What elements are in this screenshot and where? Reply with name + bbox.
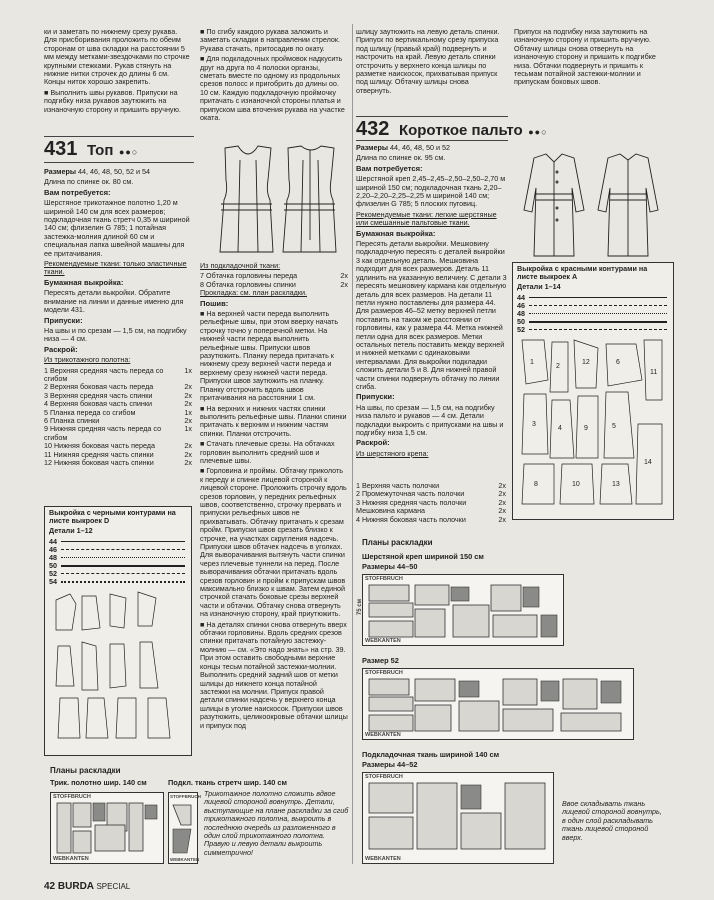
parts-list-item (44, 425, 192, 442)
materials-text: Шерстяной креп 2,45–2,45–2,50–2,50–2,70 м шириной 150 см; подкладочная ткань 2,20–2,20–2,20–2,25–2,25 м шириной 140 см; флизелин G 785; 5 плоских пуговиц. (356, 174, 506, 209)
size-line-style (61, 565, 185, 567)
layout-plan-wool-44-50 (362, 574, 564, 646)
size-legend-row (513, 310, 673, 318)
model-432-parts (356, 482, 506, 524)
size-legend-row (45, 562, 191, 570)
size-legend-row (45, 538, 191, 546)
model-number: 432 (356, 118, 390, 140)
size-line-style (529, 313, 667, 314)
size-legend-row (45, 546, 191, 554)
column-4-top (514, 28, 664, 89)
part-name: 1 Верхняя средняя часть переда со сгибом (44, 365, 164, 383)
paragraph: шлицу заутюжить на левую деталь спинки. Припуск по вертикальному срезу припуска под шлицу (правый край) подвернуть и настрочить на край. Левую деталь спинки отстрочить у верхнего конца шлицы по разметке наискосок, прихватывая припуск под шлицу. Обтачку шлицы снова отвернуть. (356, 27, 500, 95)
sewing-step: ■ На деталях спинки снова отвернуть вверх обтачки горловины. Вдоль средних срезов спинки притачать потайную застежку-молнию — см. «Это надо знать» на стр. 39. При этом оставить свободными верхние концы тесьм потайной застежки-молнии. Выполнить средний задний шов от метки шлицы до нижнего конца потайной застежки на молнии. Припуск правой детали спинки надсечь у верхнего конца шлицы в уголке наискосок. Припуски швов разутюжить, целикоокровые обтачки шлицы и припуск под (200, 619, 348, 730)
column-2-top (200, 28, 348, 124)
box-details: Детали 1–12 (49, 526, 93, 536)
svg-text:13: 13 (612, 480, 620, 488)
brand-name: BURDA (57, 881, 94, 892)
layout-plan-a-caption: Шерстяной креп шириной 150 см (362, 552, 484, 561)
size-label: 44 (49, 537, 57, 547)
sizes-label: Размеры (356, 143, 389, 152)
cut-subheading: Из трикотажного полотна: (44, 355, 131, 365)
section-heading: Припуски: (356, 392, 395, 402)
selvage-label: WEBKANTEN (53, 856, 89, 862)
width-dimension: 75 см (357, 598, 364, 616)
layout-plans-heading: Планы раскладки (50, 766, 121, 775)
part-quantity: 1x (184, 424, 192, 434)
allowance-text: На швы, по срезам — 1,5 см, на подгибку низа пальто и рукавов — 4 см. Детали подкладки выкроить с припусками на швы и подгибку низа 1,5 см. (356, 402, 504, 437)
part-quantity: 2x (498, 489, 506, 499)
svg-text:14: 14 (644, 458, 652, 466)
size-legend-row (513, 302, 673, 310)
lining-subheading: Из подкладочной ткани: (200, 261, 281, 270)
size-label: 50 (49, 561, 57, 571)
pattern-sheet-box-431 (44, 506, 192, 756)
paragraph: Припуск на подгибку низа заутюжить на изнаночную сторону и пришить вручную. Обтачку шлицы снова отвернуть на изнаночную сторону и пришить к подгибке низа. Обтачки подвернуть и пришить к тесьмам потайной застежки-молнии и припускам боковых швов. (514, 27, 656, 87)
size-line-style (61, 557, 185, 558)
difficulty-dots: ●●○ (528, 127, 548, 137)
model-431-title (44, 138, 138, 163)
sewing-step: ■ На верхних и нижних частях спинки выполнить рельефные швы. Планки спинки притачать к верхним и нижним частям спинки. Планки отстрочить. (200, 403, 347, 438)
section-heading: Раскрой: (356, 438, 390, 448)
paragraph: ■ По сгибу каждого рукава заложить и заметать складки в направлении стрелок. Рукава стачать, притосадив по окату. (200, 27, 341, 53)
pattern-text: Пересять детали выкройки. Обратите внимание на линии и данные именно для модели 431. (44, 288, 184, 315)
section-heading: Бумажная выкройка: (356, 228, 436, 238)
size-legend-row (513, 326, 673, 334)
part-quantity: 2x (498, 514, 506, 524)
divider (356, 140, 508, 141)
svg-text:8: 8 (534, 480, 538, 488)
top-flat-sketch (200, 140, 350, 258)
model-name: Топ (86, 142, 114, 159)
section-heading: Вам потребуется: (44, 187, 111, 197)
length-text: Длина по спинке ок. 80 см. (44, 177, 134, 187)
size-line-style (529, 329, 667, 330)
layout-pieces (363, 773, 553, 863)
model-432-specs (356, 144, 508, 460)
layout-plan-b-sizes: Размер 52 (362, 656, 399, 665)
part-quantity: 1x (184, 365, 192, 375)
svg-text:11: 11 (650, 368, 658, 376)
selvage-label: WEBKANTEN (365, 732, 401, 738)
materials-text: Шерстяное трикотажное полотно 1,20 м шириной 140 см для всех размеров; подкладочная ткань стретч 0,35 м шириной 140 см; флизелин G 785; 1 потайная застежка-молния длиной 60 см и специальная лапка швейной машины для ее притачивания. (44, 198, 190, 258)
svg-text:9: 9 (584, 424, 588, 432)
size-line-style (529, 297, 667, 298)
layout-note: Трикотажное полотно сложить вдвое лицевой стороной вовнутрь. Детали, выступающие на плане раскладки за сгиб трикотажного полотна, выкроить в последнюю очередь из разложенного в один слой трикотажного полотна. Правую и левую детали выкроить симметрично! (204, 789, 349, 857)
model-number: 431 (44, 138, 78, 160)
size-label: 46 (49, 545, 57, 555)
part-name: 6 Планка спинки (44, 415, 100, 425)
part-name: 7 Обтачка горловины переда (200, 271, 298, 281)
size-legend-row (45, 570, 191, 578)
allowance-text: На швы и по срезам — 1,5 см, на подгибку низа — 4 см. (44, 325, 187, 344)
size-label: 44 (517, 293, 525, 303)
pattern-pieces-thumbnail (516, 334, 670, 510)
svg-text:4: 4 (558, 424, 562, 432)
page-footer (44, 881, 130, 892)
parts-list (356, 482, 506, 524)
part-quantity: 2x (498, 506, 506, 516)
difficulty-dots: ●●○ (118, 147, 139, 157)
layout-plan-a-caption: Трик. полотно шир. 140 см (50, 778, 147, 787)
sizes-value: 44, 46, 48, 50 и 52 (390, 143, 450, 152)
part-name: 11 Нижняя средняя часть спинки (44, 449, 154, 459)
selvage-label: WEBKANTEN (365, 638, 401, 644)
column-divider (352, 24, 353, 864)
pattern-sheet-box-432 (512, 262, 674, 520)
layout-plan-c-caption: Подкладочная ткань шириной 140 см (362, 750, 500, 759)
part-name: 1 Верхняя часть полочки (356, 481, 440, 490)
divider (44, 136, 194, 137)
model-431-specs (44, 168, 192, 467)
divider (44, 162, 194, 163)
parts-list (44, 367, 192, 468)
part-quantity: 2x (184, 441, 192, 451)
paragraph: ки и заметать по нижнему срезу рукава. Для присборивания проложить по обеим сторонам от шва складки на расстоянии 5 мм между метками-звездочками по строчке крупными стежками. Рукав стянуть на нижние нитки строчек до длины 6 см. Концы ниток хорошо закрепить. (44, 27, 190, 87)
part-quantity: 2x (184, 415, 192, 425)
layout-pieces (363, 575, 563, 645)
part-quantity: 2x (184, 390, 192, 400)
selvage-label: WEBKANTEN (170, 857, 200, 862)
pattern-pieces-thumbnail (48, 586, 188, 746)
section-heading: Припуски: (44, 315, 83, 325)
part-name: 2 Промежуточная часть полочки (356, 489, 465, 499)
part-quantity: 2x (184, 382, 192, 392)
box-title: Выкройка с черными контурами на листе выкроек D (49, 508, 176, 526)
length-text: Длина по спинке ок. 95 см. (356, 153, 446, 163)
sewing-step: ■ Стачать плечевые срезы. На обтачках горловин выполнить средний шов и плечевые швы. (200, 439, 335, 465)
part-quantity: 2x (184, 399, 192, 409)
layout-plan-lining-432 (362, 772, 554, 864)
sizes-label: Размеры (44, 167, 77, 176)
size-line-style (529, 305, 667, 306)
size-label: 48 (517, 309, 525, 319)
fold-label: STOFFBRUCH (53, 794, 91, 800)
fold-label: STOFFBRUCH (365, 774, 403, 780)
fold-label: STOFFBRUCH (365, 670, 403, 676)
svg-text:6: 6 (616, 358, 620, 366)
size-label: 50 (517, 317, 525, 327)
size-label: 46 (517, 301, 525, 311)
brand-special: SPECIAL (96, 882, 131, 891)
svg-text:5: 5 (612, 422, 616, 430)
layout-pieces (51, 793, 163, 863)
part-name: 9 Нижняя средняя часть переда со сгибом (44, 424, 162, 442)
section-heading: Вам потребуется: (356, 163, 423, 173)
layout-pieces (169, 793, 200, 863)
part-name: 10 Нижняя боковая часть переда (44, 441, 156, 451)
fabrics-text: Рекомендуемые ткани: легкие шерстяные или смешанные пальтовые ткани. (356, 209, 497, 228)
parts-list-item (356, 516, 506, 524)
parts-list-item (44, 459, 192, 467)
column-1-top (44, 28, 192, 116)
part-name: 5 Планка переда со сгибом (44, 407, 136, 417)
lining-parts-list (200, 272, 348, 289)
fabrics-text: Рекомендуемые ткани: только эластичные ткани. (44, 259, 187, 277)
size-legend-row (45, 578, 191, 586)
model-name: Короткое пальто (398, 122, 523, 139)
part-quantity: 2x (498, 497, 506, 507)
section-heading: Бумажная выкройка: (44, 277, 124, 287)
size-line-style (61, 549, 185, 550)
layout-plan-lining (168, 792, 201, 864)
model-431-sewing (200, 262, 348, 732)
part-quantity: 2x (498, 481, 506, 490)
sewing-step: ■ На верхней части переда выполнить рельефные швы, при этом вверху начать строчку точно у поперечной метки. На нижней части переда выполнить рельефные швы. Припуски швов разутюжить. Планку переда притачать к нижнему срезу верхней части переда и верхнему срезу нижней части переда. Припуски швов заутюжить на планку. Планку отстрочить вдоль швов притачивания на расстоянии 1 см. (200, 309, 339, 403)
size-legend-row (513, 294, 673, 302)
divider (356, 116, 508, 117)
layout-plan-c-sizes: Размеры 44–52 (362, 760, 418, 769)
selvage-label: WEBKANTEN (365, 856, 401, 862)
sewing-step: ■ Горловина и проймы. Обтачку приколоть к переду и спинке лицевой стороной к лицевой стороне. Проложить строчку вдоль срезов горловин, у передних рельефных швов, соответственно, строчку прервать и припуски рельефных швов не прихватывать. Обтачку притачать к срезам пройм. Припуски швов срезать близко к строчке, на участках скругления надсечь. Припуски швов обтачек надсечь в уголках. Для выворачивания вытянуть части спинки через плечевые туннели на перед. После выворачивания обтачки притачать вдоль срезов горловин и пройм к припускам швов максимально близко к швам. Затем единой строчкой стачать боковые срезы верхней части и обтачки. Обтачку снова отвернуть на изнаночную сторону, край приутюжить. (200, 466, 347, 619)
svg-text:10: 10 (572, 480, 580, 488)
layout-plan-jersey (50, 792, 164, 864)
part-name: 3 Нижняя средняя часть полочки (356, 497, 467, 507)
layout-plan-wool-52 (362, 668, 634, 740)
sizes-value: 44, 46, 48, 50, 52 и 54 (78, 167, 150, 176)
lining-note: Прокладка: см. план раскладки. (200, 288, 307, 298)
layout-plan-b-caption: Подкл. ткань стретч шир. 140 см (168, 778, 288, 787)
part-quantity: 1x (184, 407, 192, 417)
size-line-style (61, 573, 185, 574)
size-line-style (61, 581, 185, 583)
cut-subheading: Из шерстяного крепа: (356, 448, 429, 458)
part-name: 2 Верхняя боковая часть переда (44, 382, 154, 392)
part-quantity: 2x (340, 271, 348, 281)
section-heading: Пошив: (200, 298, 229, 308)
part-name: 3 Верхняя средняя часть спинки (44, 390, 153, 400)
parts-list-item (44, 367, 192, 384)
part-name: 4 Нижняя боковая часть полочки (356, 514, 466, 524)
layout-plans-heading: Планы раскладки (362, 538, 433, 547)
page-number: 42 (44, 881, 56, 892)
size-label: 54 (49, 577, 57, 587)
size-label: 52 (49, 569, 57, 579)
size-label: 52 (517, 325, 525, 335)
size-label: 48 (49, 553, 57, 563)
part-name: 8 Обтачка горловины спинки (200, 279, 296, 289)
size-legend-row (45, 554, 191, 562)
box-title: Выкройка с красными контурами на листе выкроек A (517, 264, 648, 282)
svg-text:2: 2 (556, 362, 560, 370)
section-heading: Раскрой: (44, 344, 78, 354)
svg-text:1: 1 (530, 358, 534, 366)
layout-plan-a-sizes: Размеры 44–50 (362, 562, 418, 571)
column-3-top (356, 28, 506, 97)
size-line-style (61, 541, 185, 542)
part-quantity: 2x (184, 449, 192, 459)
svg-text:12: 12 (582, 358, 590, 366)
layout-note: Ввое складывать ткань лицевой стороной вовнутрь, в один слой раскладывать ткань лицевой стороной вверх. (562, 799, 662, 842)
paragraph: ■ Выполнить швы рукавов. Припуски на подгибку низа рукавов заутюжить на изнаночную сторону и пришить вручную. (44, 87, 181, 114)
svg-text:3: 3 (532, 420, 536, 428)
size-legend-row (513, 318, 673, 326)
coat-flat-sketch (512, 150, 672, 262)
layout-pieces (363, 669, 633, 739)
fold-label: STOFFBRUCH (365, 576, 403, 582)
box-details: Детали 1–14 (517, 282, 561, 292)
part-quantity: 2x (340, 279, 348, 289)
part-name: 12 Нижняя боковая часть спинки (44, 458, 154, 467)
fold-label: STOFFBRUCH (170, 794, 201, 799)
paragraph: ■ Для подкладочных проймовок надкусить друг на друга по 4 полоски органзы, сметать вместе по одному из продольных срезов полосс и пригобрить до длины оо. 10 см. Каждую подкладочную проймочку притачать с изнаночной стороны платья и припуском шва вточения рукава на участке оката. (200, 54, 345, 123)
pattern-text: Пересять детали выкройки. Мешковину подкладочную пересять с деталей выкройки 3 как отдельную деталь. Мешковина подходит для всех размеров. Деталь 11 удлинить на указанную величину. С детали 3 пересять мешковину кармана как отдельную деталь для всех размеров. На детали 11 петли нужно поставлены для размера 44. Для размеров 46–52 метку верхней петли поставить на таком же расстоянии от горловины, как у размера 44. Метка нижней петли одна для всех размеров. Метки остальных петель поставить между верхней и нижней метками с одинаковыми интервалами. Для выкройки подкладки сложить детали 5 и 8. Для нижней правой части спинки подвернуть обтачку по линии сгиба. (356, 239, 507, 391)
part-name: Мешковина кармана (356, 506, 426, 516)
part-quantity: 2x (184, 458, 192, 467)
part-name: 4 Верхняя боковая часть спинки (44, 399, 153, 409)
size-line-style (529, 321, 667, 323)
